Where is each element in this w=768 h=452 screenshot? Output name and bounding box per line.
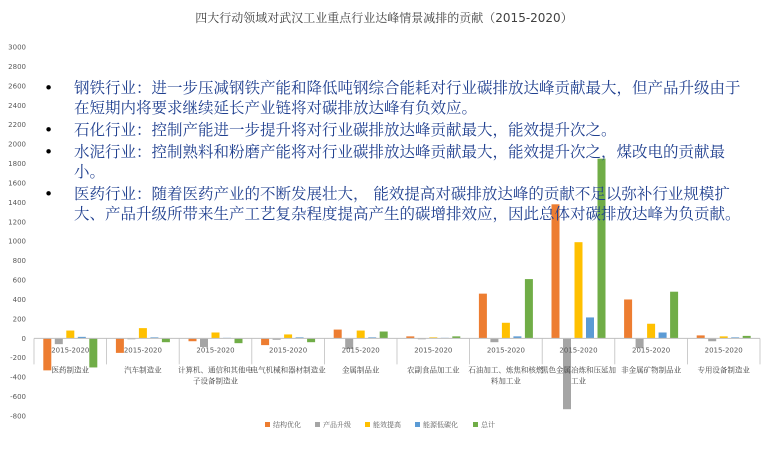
bullet-text-pharma: 医药行业：随着医药产业的不断发展壮大， 能效提高对碳排放达峰的贡献不足以弥补行业规模扩大、产品升级所带来生产工艺复杂程度提高产生的碳增排效应，因此总体对碳排放达峰为负贡献。 (74, 185, 741, 223)
bar (307, 338, 315, 342)
legend (265, 420, 495, 429)
bar (552, 204, 560, 338)
y-tick-label: 2600 (8, 82, 26, 91)
legend-swatch (415, 422, 420, 427)
y-axis (8, 44, 26, 421)
y-tick-label: 2800 (8, 62, 26, 71)
x-category-label: 子设备制造业 (193, 376, 238, 386)
bar (116, 338, 124, 353)
bar (55, 338, 63, 344)
legend-label: 结构优化 (273, 421, 301, 429)
bar (659, 332, 667, 338)
x-period-label: 2015-2020 (486, 346, 525, 355)
chart-title: 四大行动领域对武汉工业重点行业达峰情景减排的贡献（2015-2020） (195, 11, 573, 25)
x-category-label: 计算机、通信和其他电 (178, 365, 253, 375)
bar (284, 334, 292, 338)
legend-swatch (265, 422, 270, 427)
bar (624, 299, 632, 338)
bar (380, 332, 388, 339)
bullet-item (40, 120, 752, 140)
bar (212, 332, 220, 338)
y-tick-label: 2000 (8, 140, 26, 149)
x-period-label: 2015-2020 (341, 346, 380, 355)
bullet-item (40, 142, 752, 182)
bar (66, 331, 74, 339)
y-tick-label: 3000 (8, 43, 26, 52)
bar (586, 317, 594, 338)
bar (670, 292, 678, 339)
y-tick-label: 2200 (8, 121, 26, 130)
bar (479, 294, 487, 339)
x-category-label: 石油加工、炼焦和核燃 (468, 365, 544, 375)
legend-swatch (315, 422, 320, 427)
legend-swatch (473, 422, 478, 427)
bullet-dot: • (44, 121, 54, 139)
bar (357, 331, 365, 339)
x-category-label: 专用设备制造业 (697, 365, 750, 375)
y-tick-label: -400 (10, 373, 26, 382)
bar (490, 338, 498, 342)
y-tick-label: 200 (12, 315, 26, 324)
y-tick-label: 1000 (8, 237, 26, 246)
x-period-label: 2015-2020 (196, 346, 235, 355)
legend-label: 总计 (481, 421, 495, 429)
x-period-label: 2015-2020 (269, 346, 308, 355)
bar (575, 242, 583, 338)
y-tick-label: 1600 (8, 179, 26, 188)
x-category-label: 料加工业 (490, 376, 521, 386)
bar (162, 338, 170, 342)
y-tick-label: 1200 (8, 218, 26, 227)
x-category-label: 农副食品加工业 (407, 365, 460, 375)
x-category-label: 汽车制造业 (124, 365, 162, 375)
y-tick-label: 1800 (8, 160, 26, 169)
bullet-dot: • (44, 79, 54, 97)
bar (43, 338, 51, 370)
y-tick-label: -200 (10, 354, 26, 363)
x-category-label: 金属制品业 (341, 365, 380, 375)
x-category-label: 黑色金属冶炼和压延加 (541, 365, 616, 375)
x-period-label: 2015-2020 (123, 346, 162, 355)
legend-label: 产品升级 (323, 421, 351, 429)
bullet-dot: • (44, 185, 54, 203)
x-category-label: 电气机械和器材制造业 (250, 365, 326, 375)
bullet-text-steel: 钢铁行业：进一步压减钢铁产能和降低吨钢综合能耗对行业碳排放达峰贡献最大，但产品升级由于在短期内将要求继续延长产业链将对碳排放达峰有负效应。 (74, 79, 741, 117)
bar (139, 328, 147, 338)
bullet-list (40, 78, 752, 224)
y-tick-label: 2400 (8, 101, 26, 110)
bar (334, 330, 342, 339)
x-axis (34, 338, 760, 385)
y-tick-label: 1400 (8, 198, 26, 207)
bar (235, 338, 243, 343)
bar (89, 338, 97, 367)
x-category-label: 工业 (571, 376, 586, 386)
x-period-label: 2015-2020 (704, 346, 743, 355)
legend-label: 能源低碳化 (423, 421, 458, 429)
y-tick-label: 600 (12, 276, 26, 285)
bullet-item (40, 184, 752, 224)
y-tick-label: -600 (10, 393, 26, 402)
bar (261, 338, 269, 345)
bar (525, 279, 533, 338)
legend-label: 能效提高 (373, 421, 401, 429)
bullet-item (40, 78, 752, 118)
x-period-label: 2015-2020 (51, 346, 90, 355)
x-period-label: 2015-2020 (559, 346, 598, 355)
bullet-text-cement: 水泥行业：控制熟料和粉磨产能将对行业碳排放达峰贡献最大，能效提升次之，煤改电的贡献最小。 (74, 143, 726, 181)
x-period-label: 2015-2020 (414, 346, 453, 355)
y-tick-label: 400 (12, 295, 26, 304)
x-category-label: 医药制造业 (51, 365, 90, 375)
bullet-text-petrochem: 石化行业：控制产能进一步提升将对行业碳排放达峰贡献最大，能效提升次之。 (74, 121, 617, 139)
y-tick-label: 0 (21, 334, 26, 343)
x-period-label: 2015-2020 (632, 346, 671, 355)
legend-swatch (365, 422, 370, 427)
y-tick-label: -800 (10, 412, 26, 421)
bar (502, 323, 510, 339)
y-tick-label: 800 (12, 257, 26, 266)
bullet-dot: • (44, 143, 54, 161)
x-category-label: 非金属矿物制品业 (621, 365, 682, 375)
bar (647, 324, 655, 339)
